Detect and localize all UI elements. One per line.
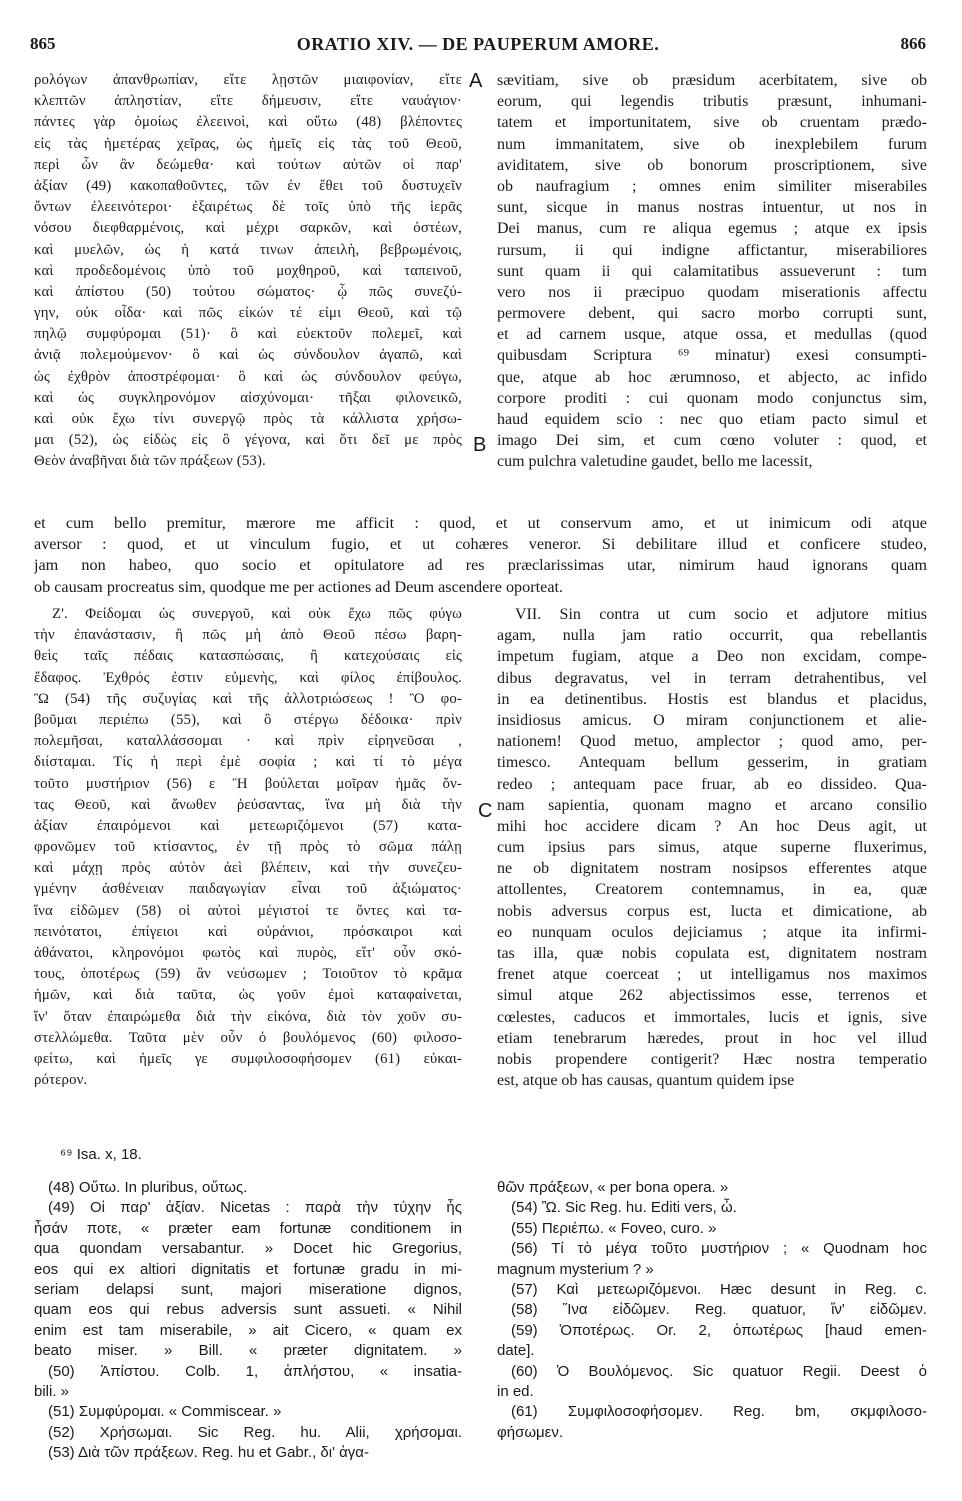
greek-text-line: καὶ μάχῃ πρὸς αὐτὸν ἀεὶ βλέπειν, καὶ τὴν συνεζευ- [34, 860, 462, 877]
greek-text-line: ὄντων ἐλεεινότεροι· ἐξαιρέτως δὲ τοῖς ὑπὸ τῆς ἱερᾶς [34, 199, 462, 216]
latin-text-line: impetum fugiam, atque a Deo non excidam, compe- [497, 648, 927, 666]
latin-text-line: frenet atque coerceat ; ut intelligamus nos maximos [497, 966, 927, 984]
latin-text-line: sunt, sicque in manus nostras intuentur, ut nos in [497, 199, 927, 217]
footnote-line: (60) Ὁ Βουλόμενος. Sic quatuor Regii. Deest ὁ [511, 1362, 927, 1380]
running-title: ORATIO XIV. — DE PAUPERUM AMORE. [296, 34, 660, 54]
footnote-line: qua quondam versabantur. » Docet hic Gregorius, [34, 1240, 462, 1258]
greek-text-line: πολεμῆσαι, καταλλάσσομαι · καὶ πρὶν εἰρηνεῦσαι , [34, 733, 462, 750]
latin-text-line: nam sapientia, quonam magno et arcano consilio [497, 796, 927, 814]
page-number-right: 866 [900, 34, 926, 53]
footnote-line: quam eos qui rebus adversis sunt assueti. « Nihil [34, 1301, 462, 1319]
latin-text-line: imago Dei sim, et cum cœno voluter : quod, et [497, 432, 927, 450]
latin-text-line: redeo ; antequam pace fruar, ab eo dissideo. Qua- [497, 775, 927, 793]
latin-text-line: jam non habeo, quo socio et opitulatore ad res præclarissimas utar, nimirum haud ignorans quam [34, 556, 927, 575]
latin-text-line: et cum bello premitur, mærore me afficit : quod, et ut conservum amo, et ut inimicum odi atque [34, 514, 927, 532]
greek-text-line: ἀξίαν ἐπαιρόμενοι καὶ μετεωριζόμενοι (57) κατα- [34, 817, 462, 834]
latin-text-line: dibus degravatus, vel in terram detrahentibus, vel [497, 669, 927, 687]
scripture-footnote: ⁶⁹ Isa. x, 18. [60, 1146, 142, 1163]
greek-text-line: Ὢ (54) τῆς συζυγίας καὶ τῆς ἀλλοτριώσεως ! Ὃ φο- [34, 690, 462, 707]
greek-text-line: ἡμῶν, καὶ διὰ ταῦτα, ὡς γοῦν ἐμοὶ καταφαίνεται, [34, 987, 462, 1004]
footnote-line: ἦσάν ποτε, « præter eam fortunæ conditionem in [34, 1219, 462, 1237]
footnote-line: (51) Συμφύρομαι. « Commiscear. » [48, 1403, 282, 1421]
footnote-line: (56) Τί τὸ μέγα τοῦτο μυστήριον ; « Quodnam hoc [511, 1240, 927, 1258]
greek-text-line: ρολόγων ἀπανθρωπίαν, εἴτε λῃστῶν μιαιφονίαν, εἴτε [34, 72, 462, 88]
latin-text-line: sunt quam ii qui calamitatibus assueverunt : tum [497, 262, 927, 280]
latin-column-top [497, 70, 927, 473]
section-marker-a: A [469, 70, 483, 92]
greek-text-line: γην, οὐκ οἶδα· καὶ πῶς εἰκών τέ εἰμι Θεοῦ, καὶ τῷ [34, 305, 462, 322]
footnote-line: (50) Ἀπίστου. Colb. 1, ἀπλήστου, « insatia- [48, 1362, 462, 1380]
greek-text-line: ἵν' ὅταν ἐπαιρώμεθα διὰ τὴν εἰκόνα, διὰ τὸν χοῦν συ- [34, 1008, 462, 1025]
greek-text-line: ἀθάνατοι, κληρονόμοι φωτὸς καὶ πυρὸς, εἴτ' οὖν σκό- [34, 945, 462, 961]
greek-text-line: νόσου διεφθαρμένοις, καὶ μέχρι σαρκῶν, καὶ ὀστέων, [34, 220, 462, 237]
greek-text-line: ἀξίαν (49) κακοπαθοῦντες, τῶν ἐν ἔθει τοῦ δυστυχεῖν [34, 177, 462, 194]
greek-text-line: στελλώμεθα. Ταῦτα μὲν οὖν ὁ βουλόμενος (60) φιλοσο- [34, 1029, 462, 1046]
latin-full-width-text [34, 513, 927, 598]
section-marker-b: B [473, 434, 487, 456]
greek-text-line: τας Θεοῦ, καὶ ἄνωθεν ῥεύσαντας, ἵνα μὴ διὰ τὴν [34, 796, 462, 813]
greek-text-line: ρότερον. [34, 1072, 88, 1089]
section-marker-c: C [478, 800, 493, 822]
footnote-line: beato miser. » Bill. « præter dignitatem. » [34, 1342, 462, 1360]
latin-text-line: insidiosus amicus. O miram conjunctionem et alie- [497, 711, 927, 729]
greek-text-line: μαι (52), ὡς εἰδὼς εἰς ὃ γέγονα, καὶ ὅτι δεῖ με πρὸς [34, 432, 462, 449]
latin-text-line: mihi hoc accidere dicam ? An hoc Deus agit, ut [497, 817, 927, 835]
footnote-line: (59) Ὁποτέρως. Or. 2, ὁπωτέρως [haud emen- [511, 1321, 927, 1339]
greek-text-line: φείτω, καὶ ἡμεῖς γε συμφιλοσοφήσομεν (61) εὐκαι- [34, 1050, 462, 1067]
greek-text-line: καὶ ὡς συγκληρονόμον αἰσχύνομαι· τῆξαι φιλονεικῶ, [34, 389, 462, 406]
latin-text-line: ob naufragium ; omnes enim similiter miserabiles [497, 177, 927, 195]
latin-text-line: eo nunquam oculos dejiciamus ; atque ita infirmi- [497, 923, 927, 941]
footnote-line: (49) Οἱ παρ' ἀξίαν. Nicetas : παρὰ τὴν τύχην ἧς [48, 1199, 462, 1217]
greek-text-line: φρονῶμεν τοῦ κτίσαντος, ἐν τῇ πρὸς τὸ σῶμα πάλῃ [34, 839, 462, 856]
latin-text-line: rursum, ii qui indigne affictantur, miserabiliores [497, 241, 927, 259]
latin-text-line: que, atque ab hoc ærumnoso, et abjecto, ac infido [497, 368, 927, 386]
greek-text-line: εἰς τὰς ἡμετέρας χεῖρας, ὡς ἡμεῖς εἰς τὰς τοῦ Θεοῦ, [34, 135, 462, 152]
greek-column-bottom [34, 604, 462, 1091]
greek-text-line: διίσταμαι. Τίς ἡ περὶ ἐμὲ σοφία ; καὶ τί τὸ μέγα [34, 754, 462, 771]
latin-text-line: num immanitatem, sive ob inexplebilem furum [497, 135, 927, 153]
notes-column-right [497, 1178, 927, 1443]
greek-text-line: θεὶς ταῖς πέδαις κατασπώσαις, ἢ κατεχούσαις εἰς [34, 648, 462, 665]
latin-text-line: etiam tenebrarum hæredes, prout in hoc vel illud [497, 1029, 927, 1047]
footnote-line: (52) Χρήσωμαι. Sic Reg. hu. Alii, χρήσομαι. [48, 1423, 462, 1441]
footnote-line: magnum mysterium ? » [497, 1260, 654, 1278]
latin-text-line: nobis propendere contigerit? Hæc nostra temperatio [497, 1050, 927, 1068]
footnote-line: in ed. [497, 1382, 534, 1400]
footnote-line: (54) Ὢ. Sic Reg. hu. Editi vers, ὦ. [511, 1199, 737, 1217]
latin-text-line: timesco. Antequam bellum gesserim, in gratiam [497, 754, 927, 772]
footnote-line: (61) Συμφιλοσοφήσομεν. Reg. bm, σκμφιλοσο- [511, 1403, 927, 1421]
greek-text-line: καὶ ἀπίστου (50) τούτου σώματος· ᾧ πῶς συνεζύ- [34, 283, 462, 300]
footnote-line: enim est tam miserabile, » ait Cicero, « quam ex [34, 1321, 462, 1339]
latin-text-line: VII. Sin contra ut cum socio et adjutore mitius [515, 606, 927, 623]
footnote-line: (48) Οὕτω. In pluribus, οὕτως. [48, 1179, 248, 1196]
greek-column-top [34, 70, 462, 473]
greek-text-line: Θεὸν ἀναβῆναι διὰ τῶν πράξεων (53). [34, 453, 266, 470]
latin-text-line: vero nos ii præcipuo quodam miserationis affectu [497, 283, 927, 301]
latin-text-line: attollentes, Creatorem contemnamus, in ea, quæ [497, 881, 927, 899]
footnote-line: date]. [497, 1342, 535, 1360]
latin-column-bottom [497, 604, 927, 1091]
footnote-line: eos qui ex altiori dignitatis et fortunæ gradu in mi- [34, 1260, 462, 1278]
footnote-line: bili. » [34, 1382, 70, 1400]
latin-text-line: et ad carnem usque, atque ossa, et medullas (quod [497, 326, 927, 344]
latin-text-line: cum pulchra valetudine gaudet, bello me lacessit, [497, 453, 813, 471]
greek-text-line: πάντες γὰρ ὁμοίως ἐλεεινοὶ, καὶ οὕτω (48) βλέποντες [34, 114, 462, 131]
latin-text-line: est, atque ob has causas, quantum quidem ipse [497, 1072, 795, 1090]
greek-text-line: γμένην ἀσθένειαν παιδαγωγίαν εἶναι τοῦ ἀξιώματος· [34, 881, 462, 898]
greek-text-line: περὶ ὧν ἂν δεώμεθα· καὶ τούτων αὐτῶν οἱ παρ' [34, 156, 462, 173]
latin-text-line: cum ipsius pars simus, atque superne fluxerimus, [497, 839, 927, 857]
latin-text-line: cœlestes, caducos et immortales, lucis et ignis, sive [497, 1008, 927, 1026]
greek-text-line: ἔδαφος. Ἐχθρός ἐστιν εὐμενὴς, καὶ φίλος ἐπίβουλος. [34, 669, 462, 686]
notes-column-left [34, 1178, 462, 1463]
latin-text-line: ob causam procreatus sim, quodque me per actiones ad Deum ascendere oporteat. [34, 577, 564, 596]
greek-text-line: τοῦτο μυστήριον (56) ε Ἢ βούλεται μοῖραν ἡμᾶς ὄν- [34, 775, 462, 792]
greek-text-line: ἵνα εἰδῶμεν (58) οἱ αὐτοὶ μέγιστοί τε ὄντες καὶ τα- [34, 902, 462, 919]
page-number-left: 865 [30, 34, 56, 53]
footnote-line: seriam delapsi sunt, majori miseratione dignos, [34, 1280, 462, 1298]
latin-text-line: tas illa, quæ nobis copulata est, dignitatem nostram [497, 945, 927, 962]
latin-text-line: haud equidem scio : nec quo etiam pacto simul et [497, 411, 927, 428]
latin-text-line: permovere debent, qui sacro morbo corrupti sunt, [497, 305, 927, 323]
footnote-line: (53) Διὰ τῶν πράξεων. Reg. hu et Gabr., δι' ἀγα- [48, 1444, 369, 1462]
latin-text-line: aviditatem, sive ob bonorum proscriptionem, sive [497, 156, 927, 174]
page-header [30, 34, 926, 60]
latin-text-line: sævitiam, sive ob præsidum acerbitatem, sive ob [497, 72, 927, 89]
greek-text-line: Ζ'. Φείδομαι ὡς συνεργοῦ, καὶ οὐκ ἔχω πῶς φύγω [52, 606, 462, 622]
greek-text-line: τους, ὁποτέρως (59) ἂν νεύσωμεν ; Τοιοῦτον τὸ κρᾶμα [34, 966, 462, 983]
greek-text-line: κλεπτῶν ἀπληστίαν, εἴτε δήμευσιν, εἴτε ναυάγιον· [34, 93, 462, 110]
latin-text-line: nobis adversus corpus est, lucta et dimicatione, ab [497, 902, 927, 920]
greek-text-line: ὡς ἐχθρὸν ἀποστρέφομαι· ὃ καὶ ὡς σύνδουλον φεύγω, [34, 368, 462, 385]
greek-text-line: πεινότατοι, ἐπίγειοι καὶ οὐράνιοι, πρόσκαιροι καὶ [34, 923, 462, 940]
latin-text-line: simul atque 262 abjectissimos esse, terrenos et [497, 987, 927, 1005]
greek-text-line: ἀνιᾷ πολεμούμενον· ὃ καὶ ὡς σύνδουλον ἀγαπῶ, καὶ [34, 347, 462, 364]
greek-text-line: καὶ προδεδομένοις ὑπὸ τοῦ μοχθηροῦ, καὶ ταπεινοῦ, [34, 262, 462, 279]
latin-text-line: corpore proditi : cui quonam modo conjunctus sim, [497, 389, 927, 407]
latin-text-line: eorum, qui legendis tributis præsunt, inhumani- [497, 93, 927, 111]
greek-text-line: τὴν ἐπανάστασιν, ἢ πῶς μὴ ἀπὸ Θεοῦ πέσω βαρη- [34, 627, 462, 644]
footnote-line: φήσωμεν. [497, 1423, 564, 1441]
latin-text-line: quibusdam Scriptura ⁶⁹ minatur) exesi consumpti- [497, 347, 927, 365]
latin-text-line: Dei manus, cum re aliqua egemus ; atque ex ipsis [497, 220, 927, 238]
latin-text-line: tatem et importunitatem, sive ob cruentam prædo- [497, 114, 927, 132]
footnote-line: (57) Καὶ μετεωριζόμενοι. Hæc desunt in Reg. c. [511, 1280, 927, 1298]
latin-text-line: nationem! Quod metuo, amplector ; quod amo, per- [497, 733, 927, 751]
latin-text-line: ne ob dignitatem nostram nosipsos efferentes atque [497, 860, 927, 878]
latin-text-line: aversor : quod, et ut vinculum fugio, et ut cohæres veneror. Si debilitare illud et conficere studeo, [34, 535, 927, 554]
latin-text-line: agam, nulla jam ratio occurrit, qua rebellantis [497, 627, 927, 645]
greek-text-line: καὶ οὐκ ἔχω τίνι συνεργῷ πρὸς τὰ κάλλιστα χρήσω- [34, 411, 462, 427]
greek-text-line: καὶ μυελῶν, ὡς ἡ κατά τινων ἀπειλὴ, βεβρωμένοις, [34, 241, 462, 258]
footnote-line: (55) Περιέπω. « Foveo, curo. » [511, 1219, 717, 1237]
footnote-line: θῶν πράξεων, « per bona opera. » [497, 1179, 729, 1196]
greek-text-line: βοῦμαι περιέπω (55), καὶ ὃ στέργω δέδοικα· πρὶν [34, 711, 462, 728]
greek-text-line: πηλῷ συμφύρομαι (51)· ὃ καὶ εὐεκτοῦν πολεμεῖ, καὶ [34, 326, 462, 343]
footnote-line: (58) Ἵνα εἰδῶμεν. Reg. quatuor, ἵν' εἰδῶμεν. [511, 1301, 927, 1319]
latin-text-line: in ea detinentibus. Hostis est blandus et placidus, [497, 690, 927, 708]
